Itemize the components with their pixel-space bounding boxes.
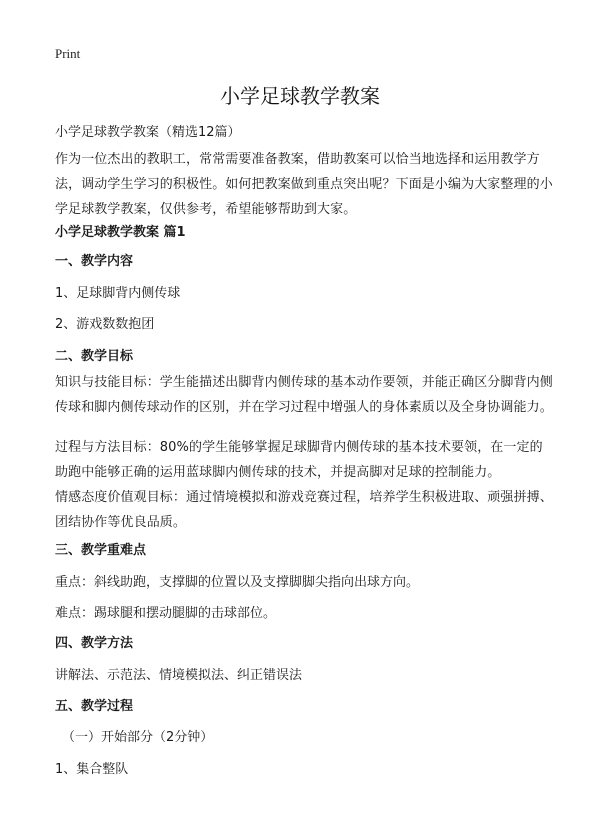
- section-5-subsection-1: （一）开始部分（2分钟）: [62, 730, 214, 745]
- section-2-paragraph-1: 知识与技能目标：学生能描述出脚背内侧传球的基本动作要领，并能正确区分脚背内侧传球和脚内侧传球动作的区别，并在学习过程中增强人的身体素质以及全身协调能力。: [55, 375, 553, 415]
- document-title: 小学足球教学教案: [220, 84, 380, 108]
- article-heading: 小学足球教学教案 篇1: [55, 225, 186, 240]
- section-5-item-1: 1、集合整队: [55, 762, 129, 777]
- intro-paragraph: 作为一位杰出的教职工，常常需要准备教案，借助教案可以恰当地选择和运用教学方法，调动学生学习的积极性。如何把教案做到重点突出呢？下面是小编为大家整理的小学足球教学教案，仅供参考，希望能够帮助到大家。: [55, 152, 553, 217]
- section-3-paragraph-1: 重点：斜线助跑，支撑脚的位置以及支撑脚脚尖指向出球方向。: [55, 575, 420, 590]
- section-3-title: 三、教学重难点: [55, 543, 147, 558]
- section-2-title: 二、教学目标: [55, 349, 134, 364]
- section-3-paragraph-2: 难点：踢球腿和摆动腿脚的击球部位。: [55, 606, 277, 621]
- section-4-paragraph-1: 讲解法、示范法、情境模拟法、纠正错误法: [55, 668, 303, 683]
- document-subtitle: 小学足球教学教案（精选12篇）: [55, 125, 241, 140]
- section-1-item-1: 1、足球脚背内侧传球: [55, 286, 181, 301]
- section-5-title: 五、教学过程: [55, 699, 134, 714]
- section-4-title: 四、教学方法: [55, 636, 134, 651]
- section-2-paragraph-2: 过程与方法目标：80%的学生能够掌握足球脚背内侧传球的基本技术要领，在一定的助跑中能够正确的运用蓝球脚内侧传球的技术，并提高脚对足球的控制能力。: [55, 440, 543, 480]
- section-1-item-2: 2、游戏数数抱团: [55, 317, 155, 332]
- section-1-title: 一、教学内容: [55, 254, 134, 269]
- print-link[interactable]: Print: [55, 46, 81, 61]
- section-2-paragraph-3: 情感态度价值观目标：通过情境模拟和游戏竞赛过程，培养学生积极进取、顽强拼搏、团结协作等优良品质。: [55, 490, 553, 530]
